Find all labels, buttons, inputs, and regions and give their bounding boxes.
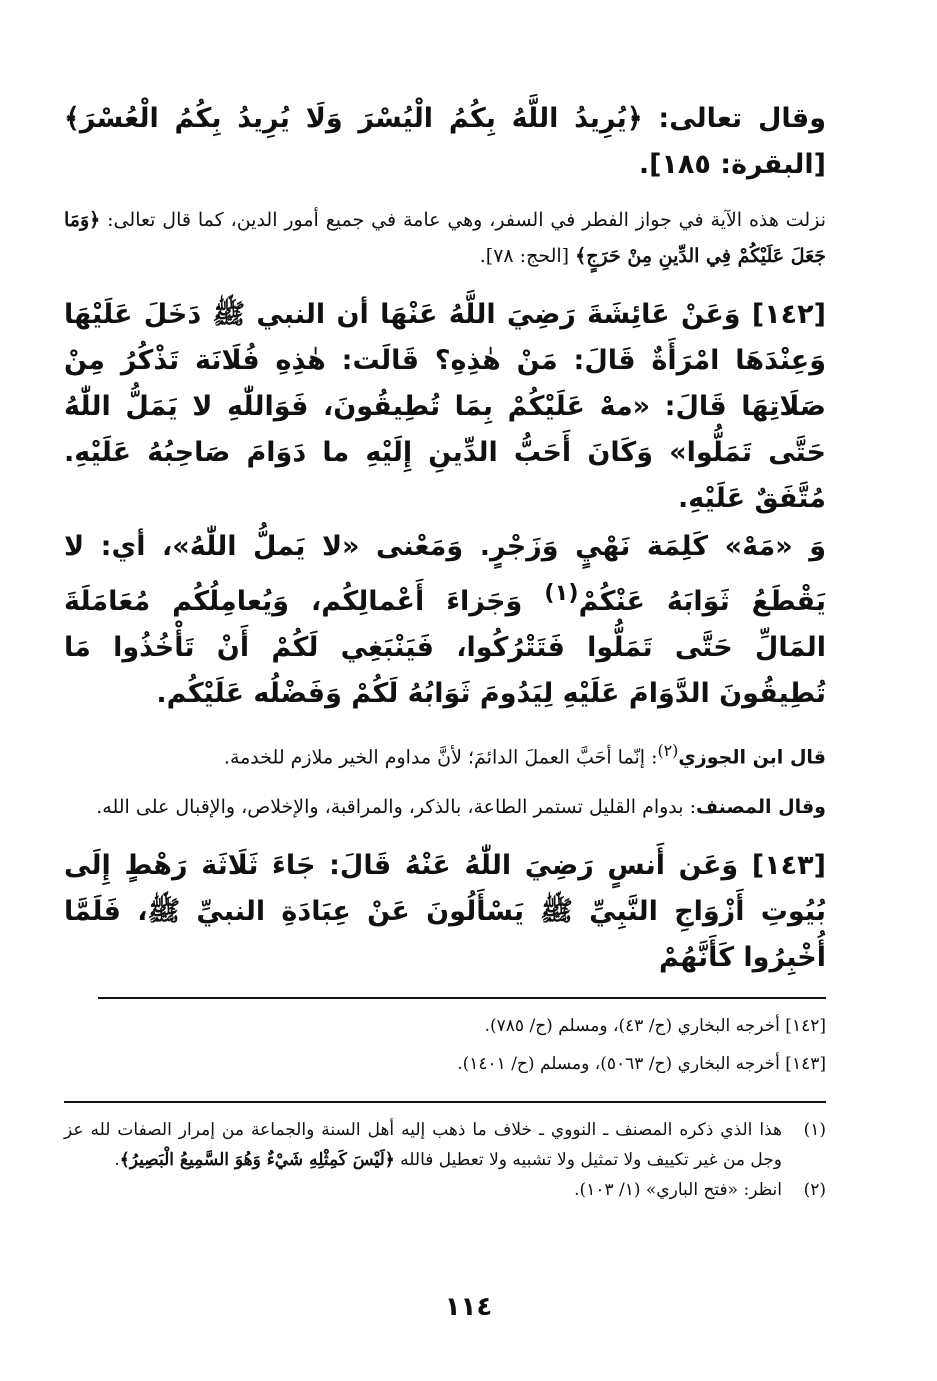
footnote-ref-1[interactable]: (١) — [544, 580, 579, 606]
footnotes-section — [64, 1101, 826, 1205]
nazalat-text: نزلت هذه الآية في جواز الفطر في السفر، وهي عامة في جميع أمور الدين، كما قال تعالى: — [100, 209, 826, 231]
page-number: ١١٤ — [444, 1292, 493, 1322]
explanation-mah — [64, 524, 826, 717]
footnote-2 — [64, 1175, 826, 1205]
hadith-142: [١٤٢] وَعَنْ عَائِشَةَ رَضِيَ اللَّهُ عَنْهَا أن النبي ﷺ دَخَلَ عَلَيْهَا وَعِنْدَهَا امْرَأَةٌ قَالَ: مَنْ هٰذِهِ؟ قَالَت: هٰذِهِ فُلَانَة تَذْكُرُ مِنْ صَلَاتِهَا قَالَ: «مهْ عَلَيْكُمْ بِمَا تُطِيقُونَ، فَوَاللّٰهِ لا يَمَلُّ اللّٰهُ حَتَّى تَمَلُّوا» وَكَانَ أَحَبُّ الدِّينِ إِلَيْهِ ما دَوَامَ صَاحِبُهُ عَلَيْهِ. مُتَّفَقٌ عَلَيْهِ. — [64, 299, 826, 514]
explanation-mah-part2: وَجَزاءَ أَعْمالِكُم، وَيُعامِلُكُم مُعَامَلَةَ المَالِّ حَتَّى تَمَلُّوا فَتَتْرُكُوا، فَيَنْبَغِي لَكُمْ أَنْ تَأْخُذُوا مَا تُطِيقُونَ الدَّوَامَ عَلَيْهِ لِيَدُومَ ثَوَابُهُ لَكُمْ وَفَضْلُه عَلَيْكُم. — [64, 586, 826, 709]
nazalat-reference: [الحج: ٧٨]. — [479, 245, 576, 267]
footnote-1-text: هذا الذي ذكره المصنف ـ النووي ـ خلاف ما ذهب إليه أهل السنة والجماعة من إمرار الصفات لله عز وجل من غير تكييف ولا تمثيل ولا تشبيه ولا تعطيل فالله — [64, 1120, 782, 1171]
musannif-text: : بدوام القليل تستمر الطاعة، بالذكر، والمراقبة، والإخلاص، والإقبال على الله. — [96, 796, 697, 819]
verse-intro: وقال تعالى: — [642, 103, 826, 134]
footnote-ref-2[interactable]: (٢) — [657, 741, 679, 760]
nazalat-verse: ﴿وَمَا جَعَلَ عَلَيْكُمْ فِي الدِّينِ مِنْ حَرَجٍ﴾ — [64, 209, 826, 267]
takhrij-section — [98, 997, 826, 1083]
footnote-1-number: (١) — [803, 1120, 826, 1141]
musannif-lead: وقال المصنف — [696, 796, 826, 819]
takhrij-142: [١٤٢] أخرجه البخاري (ح/ ٤٣)، ومسلم (ح/ ٧٨٥). — [484, 1016, 826, 1037]
verse-text: ﴿يُرِيدُ اللَّهُ بِكُمُ الْيُسْرَ وَلَا يُرِيدُ بِكُمُ الْعُسْرَ﴾ — [64, 103, 643, 134]
footnote-2-number: (٢) — [803, 1180, 826, 1201]
footnote-1-verse: ﴿لَيْسَ كَمِثْلِهِ شَيْءٌ وَهُوَ السَّمِيعُ الْبَصِيرُ﴾ — [119, 1150, 395, 1171]
footnote-2-text: انظر: «فتح الباري» (١/ ١٠٣). — [574, 1180, 782, 1201]
commentary-musannif — [64, 789, 826, 825]
commentary-nazalat — [64, 202, 826, 274]
footnote-1 — [64, 1115, 826, 1175]
explanation-mah-part1: وَ «مَهْ» كَلِمَة نَهْيٍ وَزَجْرٍ. وَمَعْنى «لا يَملُّ اللّٰهُ»، أي: لا يَقْطَعُ ثَوَابَهُ عَنْكُمْ — [64, 531, 826, 617]
takhrij-143: [١٤٣] أخرجه البخاري (ح/ ٥٠٦٣)، ومسلم (ح/ ١٤٠١). — [457, 1054, 826, 1075]
page-body — [64, 96, 826, 1205]
verse-reference: [البقرة: ١٨٥]. — [638, 149, 826, 180]
hadith-143: [١٤٣] وَعَن أَنسٍ رَضِيَ اللّٰهُ عَنْهُ قَالَ: جَاءَ ثَلَاثَة رَهْطٍ إِلَى بُيُوتِ أَزْوَاجِ النَّبِيِّ ﷺ يَسْأَلُونَ عَنْ عِبَادَةِ النبيِّ ﷺ، فَلَمَّا أُخْبِرُوا كَأَنَّهُمْ — [64, 850, 826, 974]
ibn-jawzi-lead: قال ابن الجوزي — [678, 746, 826, 769]
ibn-jawzi-text: : إنّما أحَبَّ العملَ الدائمَ؛ لأنَّ مداوم الخير ملازم للخدمة. — [223, 746, 658, 769]
footnote-1-end: . — [114, 1150, 120, 1171]
quran-citation-baqarah — [64, 96, 826, 188]
commentary-ibn-jawzi — [64, 733, 826, 775]
